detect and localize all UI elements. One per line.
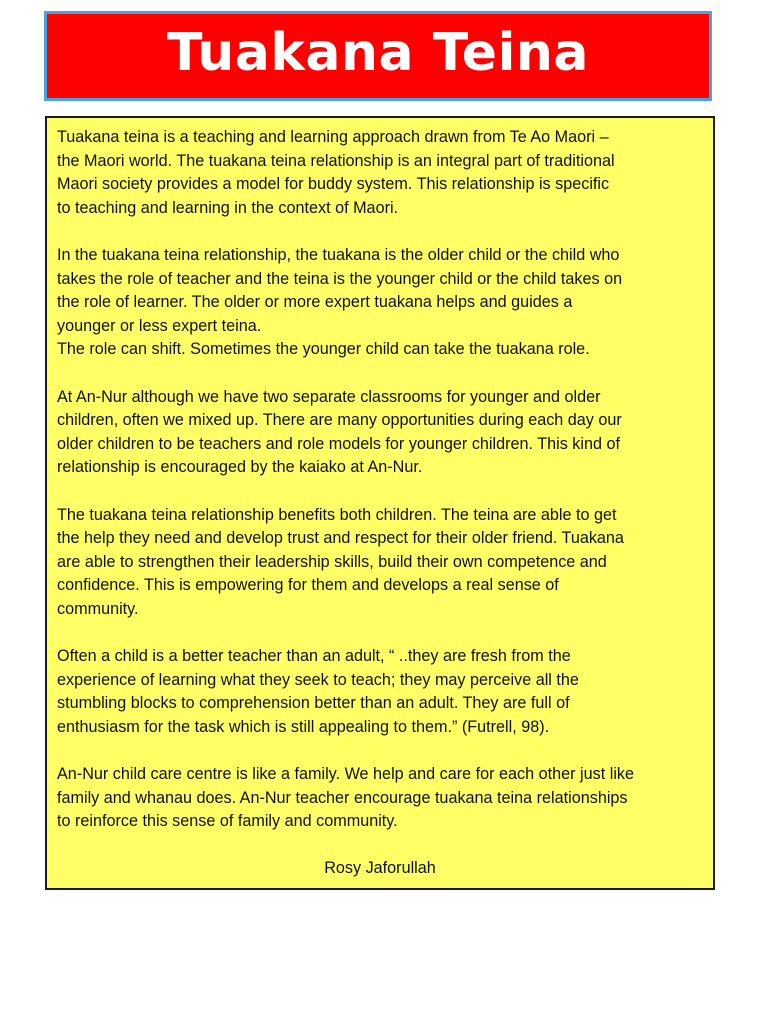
text-line: children, often we mixed up. There are many opportunities during each day our — [57, 411, 622, 430]
text-line: Often a child is a better teacher than an adult, “ ..they are fresh from the — [57, 647, 571, 666]
text-line: relationship is encouraged by the kaiako at An-Nur. — [57, 458, 423, 477]
paragraph-intro — [57, 126, 703, 220]
paragraph-benefits — [57, 504, 703, 622]
article-body — [45, 116, 715, 890]
text-line: At An-Nur although we have two separate classrooms for younger and older — [57, 387, 601, 406]
text-line: older children to be teachers and role models for younger children. This kind of — [57, 434, 620, 453]
text-line: to reinforce this sense of family and community. — [57, 812, 398, 831]
text-line: community. — [57, 599, 139, 618]
text-line: confidence. This is empowering for them and develops a real sense of — [57, 576, 559, 595]
title-banner — [44, 11, 712, 101]
text-line: the Maori world. The tuakana teina relationship is an integral part of traditional — [57, 151, 615, 170]
text-line: younger or less expert teina. — [57, 316, 262, 335]
text-line: experience of learning what they seek to teach; they may perceive all the — [57, 670, 579, 689]
text-line: The tuakana teina relationship benefits both children. The teina are able to get — [57, 505, 617, 524]
text-line: In the tuakana teina relationship, the tuakana is the older child or the child who — [57, 245, 620, 264]
text-line: the role of learner. The older or more expert tuakana helps and guides a — [57, 293, 573, 312]
text-line: stumbling blocks to comprehension better than an adult. They are full of — [57, 694, 570, 713]
text-line: An-Nur child care centre is like a family. We help and care for each other just like — [57, 765, 635, 784]
page-title: Tuakana Teina — [166, 23, 590, 83]
paragraph-quote — [57, 645, 703, 739]
text-line: Tuakana teina is a teaching and learning approach drawn from Te Ao Maori – — [57, 128, 609, 146]
text-line: Maori society provides a model for buddy system. This relationship is specific — [57, 175, 610, 194]
paragraph-an-nur — [57, 386, 703, 480]
paragraph-relationship — [57, 244, 703, 362]
text-line: enthusiasm for the task which is still appealing to them.” (Futrell, 98). — [57, 717, 550, 736]
paragraph-family — [57, 763, 703, 834]
text-line: the help they need and develop trust and respect for their older friend. Tuakana — [57, 529, 624, 548]
text-line: are able to strengthen their leadership skills, build their own competence and — [57, 552, 607, 571]
text-line: The role can shift. Sometimes the younger child can take the tuakana role. — [57, 340, 590, 359]
text-line: to teaching and learning in the context of Maori. — [57, 198, 399, 217]
text-line: family and whanau does. An-Nur teacher encourage tuakana teina relationships — [57, 788, 628, 807]
author-signature: Rosy Jaforullah — [324, 859, 436, 878]
text-line: takes the role of teacher and the teina is the younger child or the child takes on — [57, 269, 623, 288]
